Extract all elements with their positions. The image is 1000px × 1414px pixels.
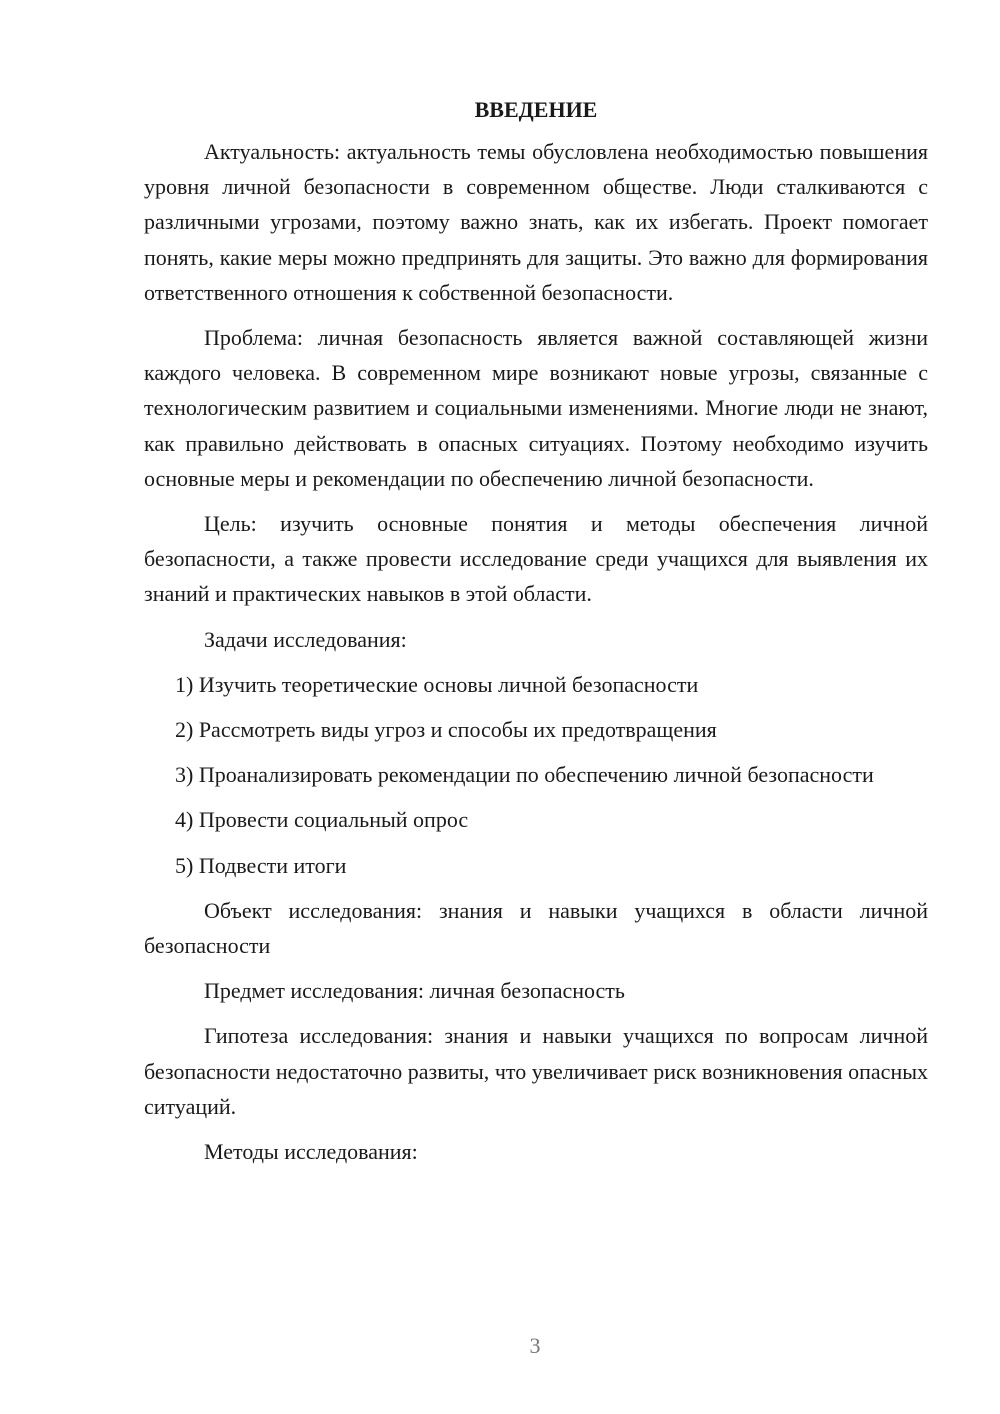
paragraph-subject: Предмет исследования: личная безопасность: [204, 978, 625, 1004]
paragraph-relevance: Актуальность: актуальность темы обусловлена необходимостью повышения уровня личной безопасности в современном обществе. Люди сталкиваются с различными угрозами, поэтому важно знать, как их избегать. Проект помогает понять, какие меры можно предпринять для защиты. Это важно для формирования ответственного отношения к собственной безопасности.: [144, 139, 928, 305]
task-item-1: 1) Изучить теоретические основы личной безопасности: [175, 671, 699, 697]
task-item-2: 2) Рассмотреть виды угроз и способы их предотвращения: [175, 717, 717, 743]
tasks-heading: Задачи исследования:: [204, 626, 407, 652]
paragraph-problem: Проблема: личная безопасность является важной составляющей жизни каждого человека. В современном мире возникают новые угрозы, связанные с технологическим развитием и социальными изменениями. Многие люди не знают, как правильно действовать в опасных ситуациях. Поэтому необходимо изучить основные меры и рекомендации по обеспечению личной безопасности.: [144, 325, 928, 491]
paragraph-object: Объект исследования: знания и навыки учащихся в области личной безопасности: [144, 897, 928, 959]
methods-heading: Методы исследования:: [204, 1139, 418, 1165]
paragraph-goal: Цель: изучить основные понятия и методы обеспечения личной безопасности, а также провести исследование среди учащихся для выявления их знаний и практических навыков в этой области.: [144, 511, 928, 607]
task-item-4: 4) Провести социальный опрос: [175, 807, 469, 833]
section-title: ВВЕДЕНИЕ: [474, 97, 598, 122]
document-page: [144, 92, 928, 1179]
task-item-5: 5) Подвести итоги: [175, 852, 347, 878]
task-item-3: 3) Проанализировать рекомендации по обеспечению личной безопасности: [175, 762, 874, 788]
page-number: 3: [529, 1333, 541, 1358]
paragraph-hypothesis: Гипотеза исследования: знания и навыки учащихся по вопросам личной безопасности недостаточно развиты, что увеличивает риск возникновения опасных ситуаций.: [144, 1023, 928, 1119]
